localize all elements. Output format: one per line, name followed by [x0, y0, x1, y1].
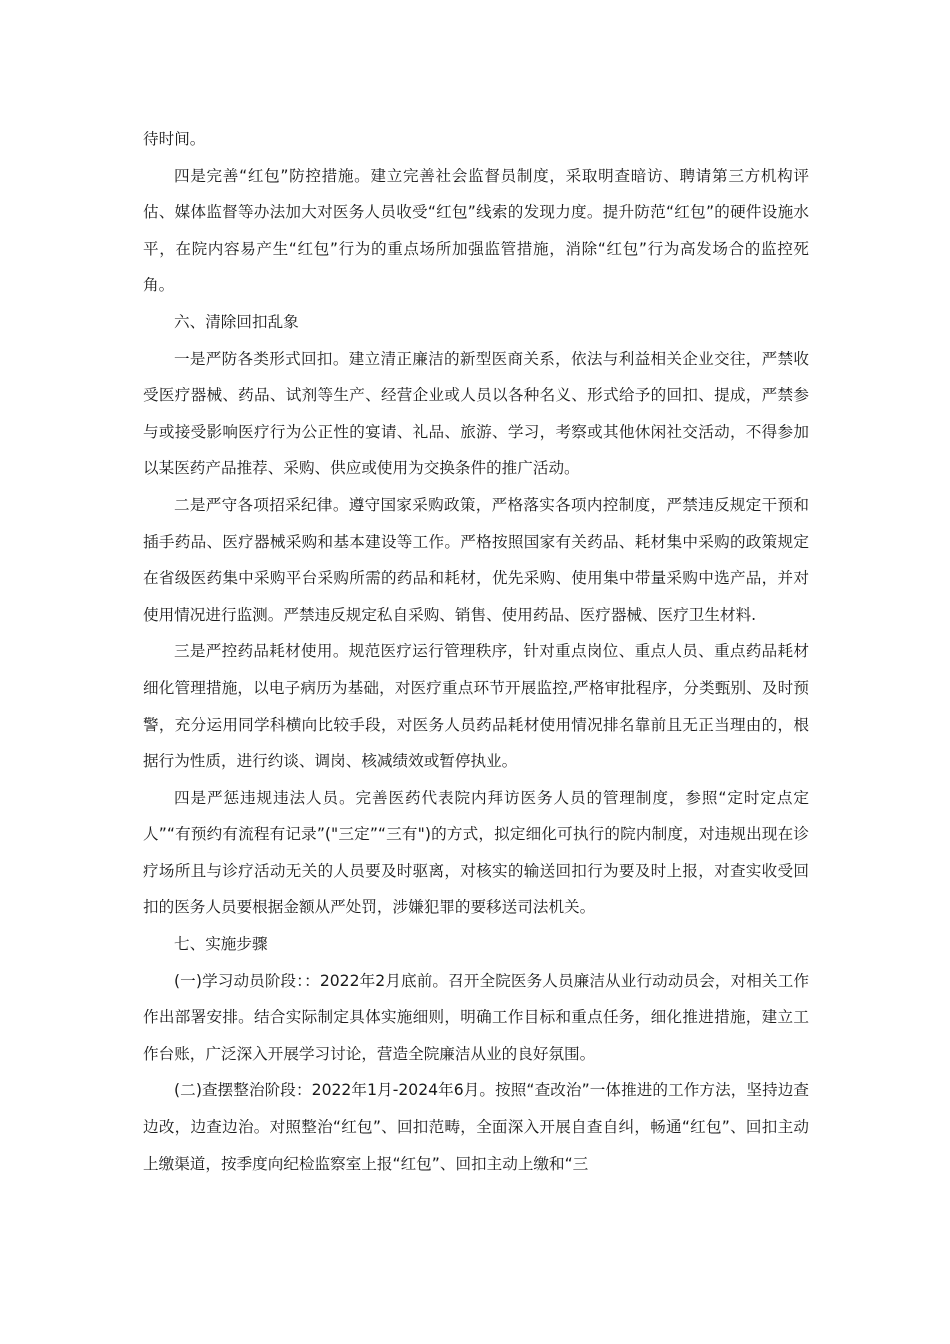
paragraph-punish-violators: 四是严惩违规违法人员。完善医药代表院内拜访医务人员的管理制度，参照“定时定点定人”“有预约有流程有记录”("三定”“三有")的方式，拟定细化可执行的院内制度，对违规出现在诊疗场所且与诊疗活动无关的人员要及时驱离，对核实的输送回扣行为要及时上报，对查实收受回扣的医务人员要根据金额从严处罚，涉嫌犯罪的要移送司法机关。	[143, 788, 809, 917]
paragraph-red-envelope-controls: 四是完善“红包”防控措施。建立完善社会监督员制度，采取明查暗访、聘请第三方机构评估、媒体监督等办法加大对医务人员收受“红包”线索的发现力度。提升防范“红包”的硬件设施水平，在院内容易产生“红包”行为的重点场所加强监管措施，消除“红包”行为高发场合的监控死角。	[143, 166, 809, 295]
paragraph-prevent-kickbacks: 一是严防各类形式回扣。建立清正廉洁的新型医商关系，依法与利益相关企业交往，严禁收受医疗器械、药品、试剂等生产、经营企业或人员以各种名义、形式给予的回扣、提成，严禁参与或接受影响医疗行为公正性的宴请、礼品、旅游、学习，考察或其他休闲社交活动，不得参加以某医药产品推荐、采购、供应或使用为交换条件的推广活动。	[143, 349, 809, 478]
paragraph-drug-consumables-control: 三是严控药品耗材使用。规范医疗运行管理秩序，针对重点岗位、重点人员、重点药品耗材细化管理措施，以电子病历为基础，对医疗重点环节开展监控,严格审批程序，分类甄别、及时预警，充分运用同学科横向比较手段，对医务人员药品耗材使用情况排名靠前且无正当理由的，根据行为性质，进行约谈、调岗、核减绩效或暂停执业。	[143, 642, 809, 771]
paragraph-continuation: 待时间。	[143, 130, 206, 148]
paragraph-procurement-discipline: 二是严守各项招采纪律。遵守国家采购政策，严格落实各项内控制度，严禁违反规定干预和插手药品、医疗器械采购和基本建设等工作。严格按照国家有关药品、耗材集中采购的政策规定在省级医药集中采购平台采购所需的药品和耗材，优先采购、使用集中带量采购中选产品，并对使用情况进行监测。严禁违反规定私自采购、销售、使用药品、医疗器械、医疗卫生材料.	[143, 495, 809, 624]
section-heading-kickbacks: 六、清除回扣乱象	[174, 312, 299, 331]
paragraph-mobilization-stage: (一)学习动员阶段：：2022年2月底前。召开全院医务人员廉洁从业行动动员会，对相关工作作出部署安排。结合实际制定具体实施细则，明确工作目标和重点任务，细化推进措施，建立工作台账，广泛深入开展学习讨论，营造全院廉洁从业的良好氛围。	[143, 971, 809, 1063]
document-body	[143, 121, 809, 1182]
paragraph-rectification-stage: (二)查摆整治阶段：2022年1月-2024年6月。按照“查改治”一体推进的工作方法，坚持边查边改，边查边治。对照整治“红包”、回扣范畴，全面深入开展自查自纠，畅通“红包”、回扣主动上缴渠道，按季度向纪检监察室上报“红包”、回扣主动上缴和“三	[143, 1081, 809, 1173]
section-heading-implementation: 七、实施步骤	[174, 935, 268, 954]
